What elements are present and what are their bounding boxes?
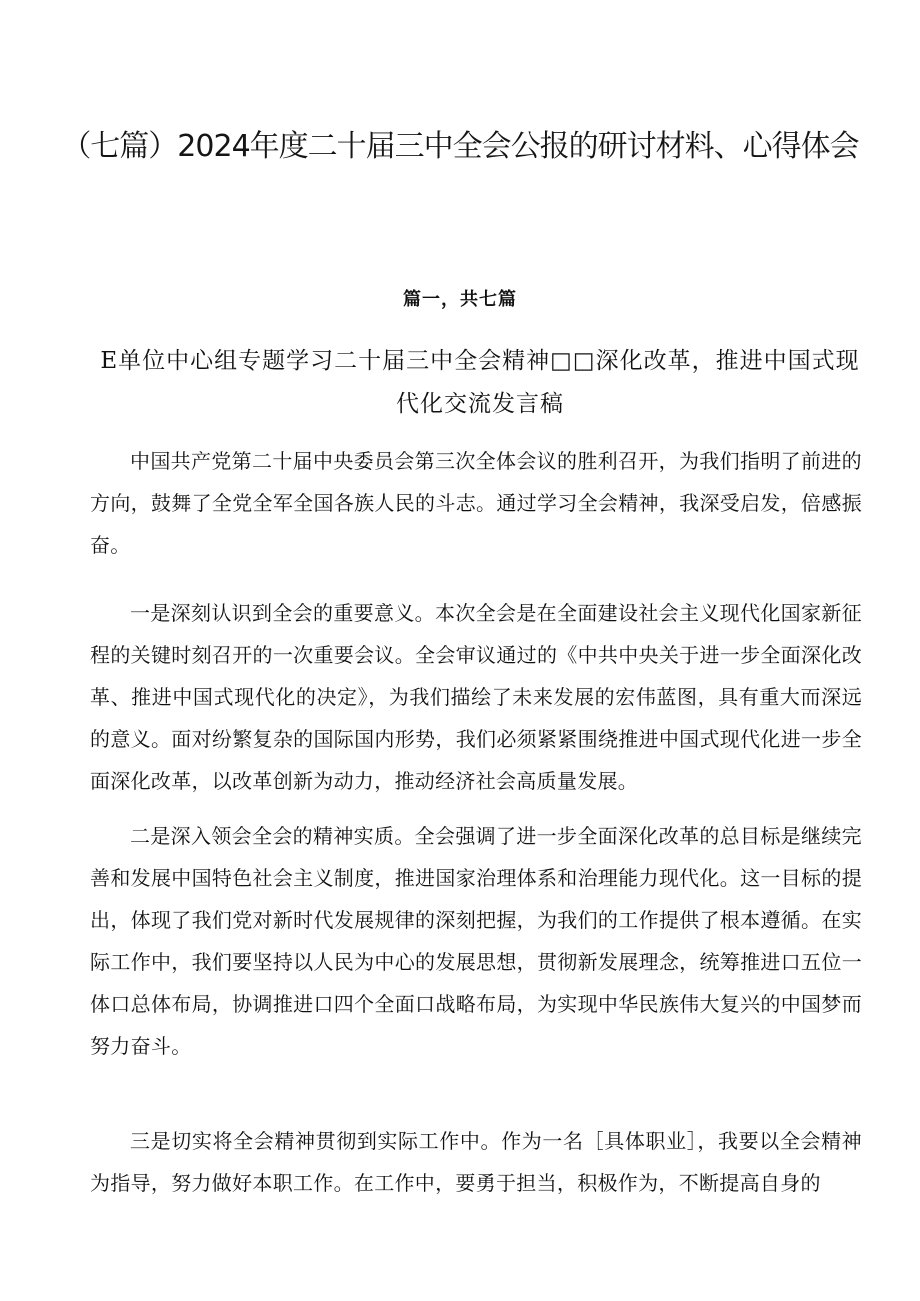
body-paragraph: 一是深刻认识到全会的重要意义。本次全会是在全面建设社会主义现代化国家新征程的关键时刻召开的一次重要会议。全会审议通过的《中共中央关于进一步全面深化改革、推进中国式现代化的决定》，为我们描绘了未来发展的宏伟蓝图，具有重大而深远的意义。面对纷繁复杂的国际国内形势，我们必须紧紧围绕推进中国式现代化进一步全面深化改革，以改革创新为动力，推动经济社会高质量发展。 [90,601,862,793]
body-paragraph: 中国共产党第二十届中央委员会第三次全体会议的胜利召开，为我们指明了前进的方向，鼓舞了全党全军全国各族人民的斗志。通过学习全会精神，我深受启发，倍感振奋。 [90,449,862,557]
article-subtitle: E单位中心组专题学习二十届三中全会精神□□深化改革，推进中国式现代化交流发言稿 [100,348,860,417]
body-paragraph: 二是深入领会全会的精神实质。全会强调了进一步全面深化改革的总目标是继续完善和发展中国特色社会主义制度，推进国家治理体系和治理能力现代化。这一目标的提出，体现了我们党对新时代发展规律的深刻把握，为我们的工作提供了根本遵循。在实际工作中，我们要坚持以人民为中心的发展思想，贯彻新发展理念，统筹推进口五位一体口总体布局，协调推进口四个全面口战略布局，为实现中华民族伟大复兴的中国梦而努力奋斗。 [90,824,862,1058]
document-title: （七篇）2024年度二十届三中全会公报的研讨材料、心得体会 [61,129,859,164]
section-label: 篇一，共七篇 [403,289,517,310]
body-paragraph: 三是切实将全会精神贯彻到实际工作中。作为一名［具体职业］，我要以全会精神为指导，努力做好本职工作。在工作中，要勇于担当，积极作为，不断提高自身的 [90,1129,862,1195]
